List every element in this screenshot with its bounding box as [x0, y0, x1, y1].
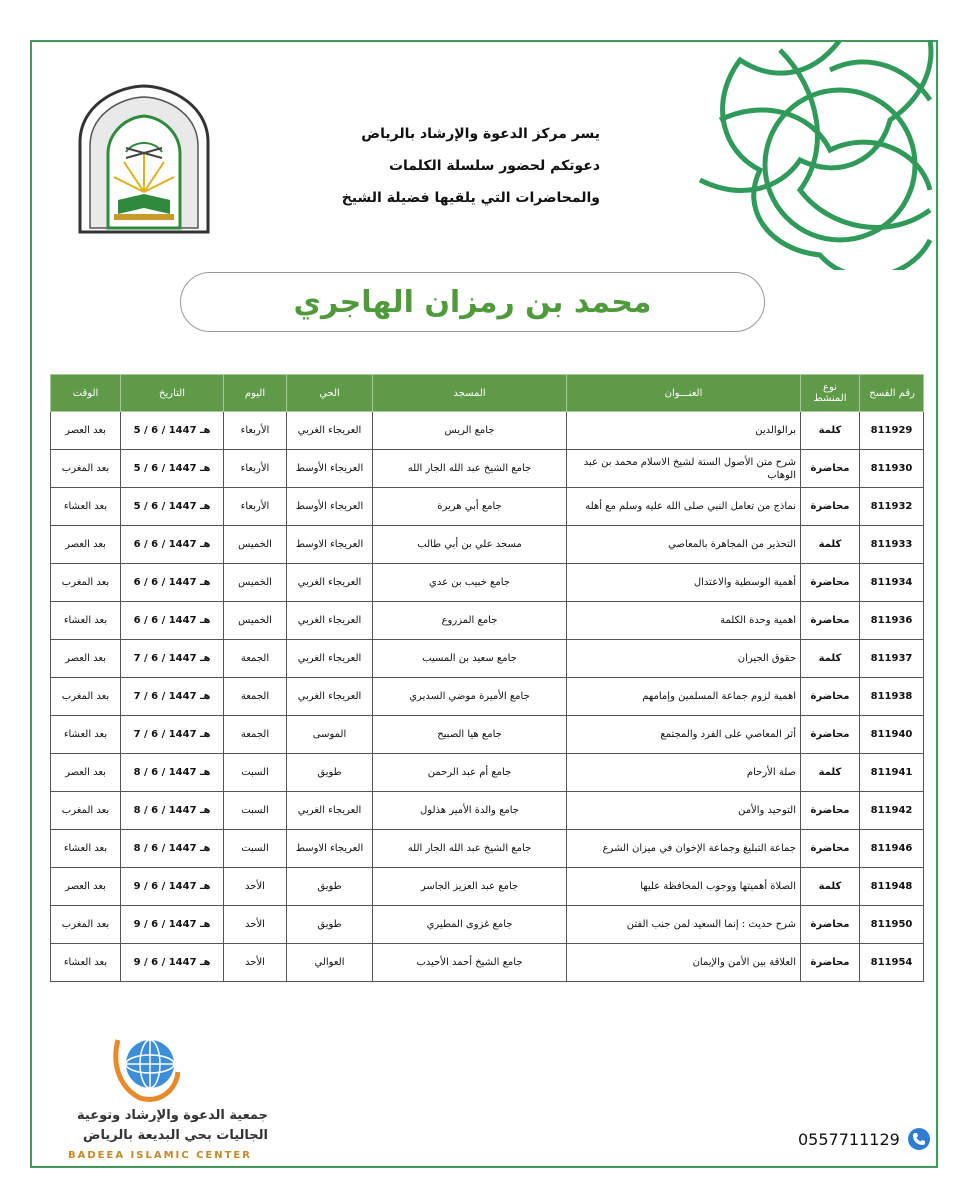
row-number: 811954: [860, 944, 924, 982]
row-date: [121, 754, 224, 792]
row-title: شرح حديث : إنما السعيد لمن جنب الفتن: [567, 906, 801, 944]
header-mosque: المسجد: [373, 375, 567, 412]
row-time: بعد العصر: [51, 640, 121, 678]
speaker-name-banner: [180, 272, 765, 332]
row-time: بعد العشاء: [51, 830, 121, 868]
row-number: 811941: [860, 754, 924, 792]
row-date: [121, 412, 224, 450]
row-date: [121, 792, 224, 830]
row-time: بعد العصر: [51, 754, 121, 792]
row-district: العوالي: [287, 944, 373, 982]
row-number: 811948: [860, 868, 924, 906]
row-time: بعد العشاء: [51, 488, 121, 526]
row-number: 811946: [860, 830, 924, 868]
table-row: [51, 412, 924, 450]
row-day: الأربعاء: [224, 412, 287, 450]
row-number: 811940: [860, 716, 924, 754]
row-mosque: جامع الشيخ أحمد الأحيدب: [373, 944, 567, 982]
row-day: الأربعاء: [224, 450, 287, 488]
table-row: [51, 450, 924, 488]
row-type: محاضرة: [801, 792, 860, 830]
row-type: كلمة: [801, 868, 860, 906]
table-body: [51, 412, 924, 982]
row-district: العريجاء الأوسط: [287, 450, 373, 488]
row-mosque: مسجد علي بن أبي طالب: [373, 526, 567, 564]
row-number: 811936: [860, 602, 924, 640]
row-date: [121, 526, 224, 564]
row-mosque: جامع غزوى المطيري: [373, 906, 567, 944]
row-mosque: جامع المزروع: [373, 602, 567, 640]
row-day: السبت: [224, 830, 287, 868]
row-time: بعد المغرب: [51, 906, 121, 944]
row-time: بعد المغرب: [51, 792, 121, 830]
intro-text: [330, 118, 600, 214]
intro-line-1: يسر مركز الدعوة والإرشاد بالرياض: [361, 126, 600, 142]
table-row: [51, 868, 924, 906]
table-row: [51, 678, 924, 716]
date-value: 6 / 6 / 1447 هـ: [133, 577, 211, 588]
row-date: [121, 906, 224, 944]
row-type: محاضرة: [801, 716, 860, 754]
row-title: برالوالدين: [567, 412, 801, 450]
row-day: الأحد: [224, 944, 287, 982]
row-district: طويق: [287, 868, 373, 906]
date-value: 8 / 6 / 1447 هـ: [133, 805, 211, 816]
phone-icon: [908, 1128, 930, 1150]
row-date: [121, 602, 224, 640]
row-title: اهمية وحدة الكلمة: [567, 602, 801, 640]
row-number: 811929: [860, 412, 924, 450]
row-time: بعد العشاء: [51, 944, 121, 982]
row-date: [121, 678, 224, 716]
table-row: [51, 830, 924, 868]
table-row: [51, 640, 924, 678]
row-title: شرح متن الأصول الستة لشيخ الاسلام محمد بن عبد الوهاب: [567, 450, 801, 488]
date-value: 9 / 6 / 1447 هـ: [133, 957, 211, 968]
row-type: محاضرة: [801, 678, 860, 716]
row-title: أثر المعاصي على الفرد والمجتمع: [567, 716, 801, 754]
row-date: [121, 564, 224, 602]
row-title: جماعة التبليغ وجماعة الإخوان في ميزان الشرع: [567, 830, 801, 868]
row-district: العريجاء الغربي: [287, 412, 373, 450]
row-time: بعد العصر: [51, 412, 121, 450]
globe-icon: [110, 1032, 180, 1102]
table-row: [51, 944, 924, 982]
date-value: 7 / 6 / 1447 هـ: [133, 691, 211, 702]
table-row: [51, 488, 924, 526]
row-type: محاضرة: [801, 564, 860, 602]
row-district: العريجاء الغربي: [287, 564, 373, 602]
row-mosque: جامع الريس: [373, 412, 567, 450]
org-name-line-1: جمعية الدعوة والإرشاد وتوعية: [77, 1108, 268, 1123]
row-mosque: جامع والدة الأمير هذلول: [373, 792, 567, 830]
phone-contact: [798, 1128, 930, 1150]
date-value: 9 / 6 / 1447 هـ: [133, 919, 211, 930]
row-number: 811934: [860, 564, 924, 602]
row-number: 811932: [860, 488, 924, 526]
row-type: محاضرة: [801, 450, 860, 488]
row-mosque: جامع الأميرة موضي السديري: [373, 678, 567, 716]
header-num: رقم الفسح: [860, 375, 924, 412]
table-row: [51, 716, 924, 754]
islamic-pattern-icon: [680, 40, 938, 270]
schedule-table: [50, 374, 924, 982]
row-mosque: جامع أم عبد الرحمن: [373, 754, 567, 792]
row-title: الصلاة أهميتها ووجوب المحافظة عليها: [567, 868, 801, 906]
org-name-english: BADEEA ISLAMIC CENTER: [68, 1150, 252, 1161]
table-row: [51, 754, 924, 792]
row-day: الأحد: [224, 868, 287, 906]
row-day: الجمعة: [224, 716, 287, 754]
table-row: [51, 526, 924, 564]
table-row: [51, 564, 924, 602]
row-district: العريجاء الأوسط: [287, 488, 373, 526]
row-day: السبت: [224, 754, 287, 792]
row-mosque: جامع هيا الصبيح: [373, 716, 567, 754]
row-day: الأربعاء: [224, 488, 287, 526]
row-day: الجمعة: [224, 678, 287, 716]
row-date: [121, 944, 224, 982]
header-time: الوقت: [51, 375, 121, 412]
date-value: 8 / 6 / 1447 هـ: [133, 767, 211, 778]
row-title: أهمية الوسطية والاعتدال: [567, 564, 801, 602]
row-day: الخميس: [224, 564, 287, 602]
date-value: 8 / 6 / 1447 هـ: [133, 843, 211, 854]
date-value: 5 / 6 / 1447 هـ: [133, 501, 211, 512]
row-date: [121, 640, 224, 678]
header-day: اليوم: [224, 375, 287, 412]
row-number: 811933: [860, 526, 924, 564]
row-district: العريجاء الغربي: [287, 602, 373, 640]
row-type: محاضرة: [801, 488, 860, 526]
intro-line-2: دعوتكم لحضور سلسلة الكلمات: [388, 158, 600, 174]
date-value: 9 / 6 / 1447 هـ: [133, 881, 211, 892]
header-district: الحي: [287, 375, 373, 412]
org-name-line-2: الجاليات بحي البديعة بالرياض: [83, 1128, 268, 1143]
row-type: كلمة: [801, 754, 860, 792]
table-header-row: [51, 375, 924, 412]
row-number: 811942: [860, 792, 924, 830]
row-time: بعد المغرب: [51, 678, 121, 716]
row-type: محاضرة: [801, 944, 860, 982]
date-value: 5 / 6 / 1447 هـ: [133, 463, 211, 474]
row-title: العلاقة بين الأمن والإيمان: [567, 944, 801, 982]
row-district: طويق: [287, 906, 373, 944]
row-type: محاضرة: [801, 602, 860, 640]
row-time: بعد العصر: [51, 526, 121, 564]
row-title: اهمية لزوم جماعة المسلمين وإمامهم: [567, 678, 801, 716]
row-time: بعد العشاء: [51, 602, 121, 640]
row-mosque: جامع أبي هريرة: [373, 488, 567, 526]
header-type: نوع المنشط: [801, 375, 860, 412]
table-row: [51, 906, 924, 944]
row-day: الجمعة: [224, 640, 287, 678]
header-title: العنـــوان: [567, 375, 801, 412]
row-district: الموسى: [287, 716, 373, 754]
intro-line-3: والمحاضرات التي يلقيها فضيلة الشيخ: [341, 190, 600, 206]
row-type: محاضرة: [801, 830, 860, 868]
row-mosque: جامع الشيخ عبد الله الجار الله: [373, 830, 567, 868]
row-type: كلمة: [801, 526, 860, 564]
phone-number[interactable]: 0557711129: [798, 1129, 900, 1149]
row-date: [121, 450, 224, 488]
row-date: [121, 488, 224, 526]
date-value: 7 / 6 / 1447 هـ: [133, 653, 211, 664]
row-time: بعد المغرب: [51, 450, 121, 488]
row-title: حقوق الجيران: [567, 640, 801, 678]
date-value: 5 / 6 / 1447 هـ: [133, 425, 211, 436]
row-mosque: جامع عبد العزيز الجاسر: [373, 868, 567, 906]
date-value: 7 / 6 / 1447 هـ: [133, 729, 211, 740]
row-district: العريجاء الغربي: [287, 678, 373, 716]
header-date: التاريخ: [121, 375, 224, 412]
row-type: كلمة: [801, 412, 860, 450]
row-day: الأحد: [224, 906, 287, 944]
row-date: [121, 868, 224, 906]
row-title: التوحيد والأمن: [567, 792, 801, 830]
organization-logo: [58, 1032, 268, 1167]
row-mosque: جامع سعيد بن المسيب: [373, 640, 567, 678]
row-title: نماذج من تعامل النبي صلى الله عليه وسلم مع أهله: [567, 488, 801, 526]
row-district: العريجاء الغربي: [287, 792, 373, 830]
row-day: الخميس: [224, 602, 287, 640]
date-value: 6 / 6 / 1447 هـ: [133, 615, 211, 626]
row-time: بعد المغرب: [51, 564, 121, 602]
row-type: محاضرة: [801, 906, 860, 944]
date-value: 6 / 6 / 1447 هـ: [133, 539, 211, 550]
row-district: العريجاء الاوسط: [287, 526, 373, 564]
row-title: صلة الأرحام: [567, 754, 801, 792]
row-type: كلمة: [801, 640, 860, 678]
table-row: [51, 792, 924, 830]
row-number: 811937: [860, 640, 924, 678]
row-time: بعد العشاء: [51, 716, 121, 754]
row-mosque: جامع خبيب بن عدي: [373, 564, 567, 602]
row-district: العريجاء الغربي: [287, 640, 373, 678]
speaker-name: محمد بن رمزان الهاجري: [293, 284, 652, 320]
row-time: بعد العصر: [51, 868, 121, 906]
row-number: 811930: [860, 450, 924, 488]
row-district: العريجاء الاوسط: [287, 830, 373, 868]
row-day: الخميس: [224, 526, 287, 564]
row-district: طويق: [287, 754, 373, 792]
row-number: 811938: [860, 678, 924, 716]
row-number: 811950: [860, 906, 924, 944]
table-row: [51, 602, 924, 640]
row-date: [121, 830, 224, 868]
row-title: التحذير من المجاهرة بالمعاصي: [567, 526, 801, 564]
row-date: [121, 716, 224, 754]
ministry-emblem-icon: [74, 82, 214, 236]
row-day: السبت: [224, 792, 287, 830]
row-mosque: جامع الشيخ عبد الله الجار الله: [373, 450, 567, 488]
